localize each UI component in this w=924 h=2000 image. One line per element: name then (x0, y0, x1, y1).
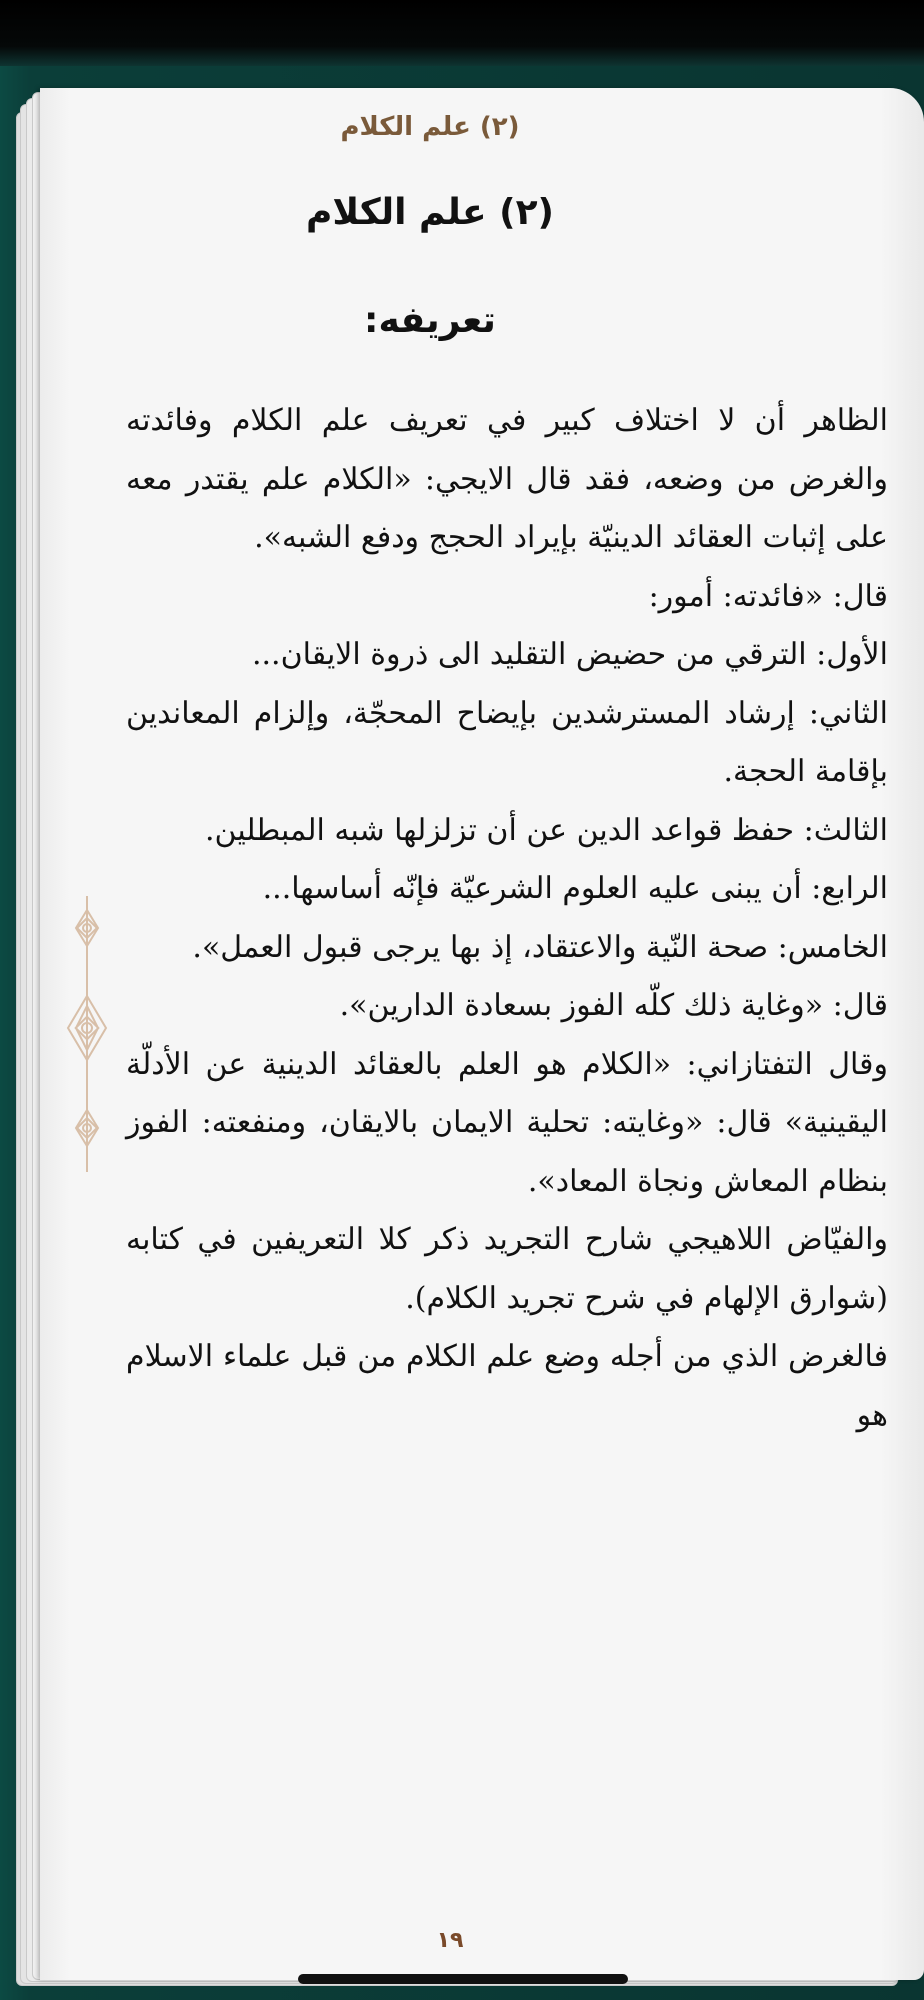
paragraph: الرابع: أن يبنى عليه العلوم الشرعيّة فإنّه أساسها... (262, 871, 888, 906)
paragraph: الثالث: حفظ قواعد الدين عن أن تزلزلها شبه المبطلين. (204, 812, 888, 848)
paragraph: الظاهر أن لا اختلاف كبير في تعريف علم الكلام وفائدته والغرض من وضعه، فقد قال الايجي: «الكلام علم يقتدر معه على إثبات العقائد الدينيّة بإيراد الحجج ودفع الشبه». (126, 403, 888, 555)
section-title: تعريفه: (364, 300, 496, 341)
paragraph: فالغرض الذي من أجله وضع علم الكلام من قبل علماء الاسلام هو (126, 1339, 888, 1433)
paragraph: والفيّاض اللاهيجي شارح التجريد ذكر كلا التعريفين في كتابه (شوارق الإلهام في شرح تجريد الكلام). (126, 1222, 888, 1316)
paragraph: قال: «فائدته: أمور: (648, 578, 888, 614)
chapter-title: (٢) علم الكلام (306, 192, 554, 233)
paragraph: قال: «وغاية ذلك كلّه الفوز بسعادة الدارين». (339, 988, 888, 1023)
decorative-ornament-icon (62, 896, 112, 1172)
running-header: (٢) علم الكلام (340, 112, 520, 142)
paragraph: وقال التفتازاني: «الكلام هو العلم بالعقائد الدينية عن الأدلّة اليقينية» قال: «وغايته: تحلية الايمان بالايقان، ومنفعته: الفوز بنظام المعاش ونجاة المعاد». (126, 1046, 888, 1199)
status-bar (0, 0, 924, 66)
paragraph: الأول: الترقي من حضيض التقليد الى ذروة الايقان... (251, 637, 888, 672)
home-indicator[interactable] (298, 1974, 628, 1984)
paragraph: الخامس: صحة النّية والاعتقاد، إذ بها يرجى قبول العمل». (192, 929, 888, 965)
paragraph: الثاني: إرشاد المسترشدين بإيضاح المحجّة، وإلزام المعاندين بإقامة الحجة. (126, 695, 888, 789)
page-number: ١٩ (436, 1928, 464, 1953)
body-text[interactable] (126, 392, 888, 1445)
